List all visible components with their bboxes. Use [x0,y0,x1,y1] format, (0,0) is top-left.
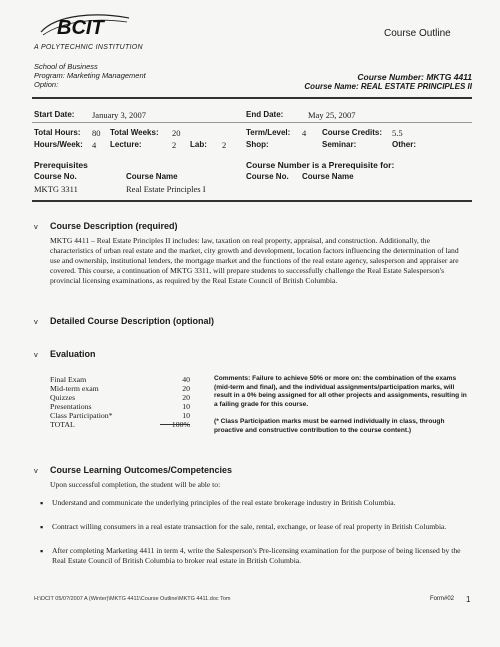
end-date: May 25, 2007 [308,110,356,120]
evaluation-item-label: Final Exam [50,375,87,384]
start-date: January 3, 2007 [92,110,147,120]
term: 4 [302,128,307,138]
footer-path: H:\DCIT 05/0?/2007 A (Winter)\MKTG 4411\Course Outline\MKTG 4411.doc Tom [34,596,231,602]
evaluation-item-value: 20 [182,393,190,402]
evaluation-title: Evaluation [50,349,96,359]
outcome-text: Understand and communicate the underlying principles of the real estate brokerage industry in British Columbia. [52,498,396,507]
header-divider [32,97,472,99]
section-marker: v [34,350,38,359]
option: Option: [34,80,59,89]
evaluation-item-value: 100% [171,420,190,429]
term-label: Term/Level: [246,128,291,137]
hours-week: 4 [92,140,97,150]
footer-form: Form#02 [430,596,455,602]
outcome-text: Contract willing consumers in a real estate transaction for the sale, rental, exchange, or lease of real property in British Columbia. [52,522,447,531]
doc-type: Course Outline [384,28,451,39]
evaluation-item-label: TOTAL [50,420,75,429]
total-underline [160,424,190,425]
evaluation-item-value: 10 [182,402,190,411]
lecture: 2 [172,140,177,150]
section-marker: v [34,317,38,326]
bullet-icon: ▪ [40,522,44,532]
evaluation-comments: Comments: Failure to achieve 50% or more on: the combination of the exams (mid-term and final), and the individual assignments/participation marks, will result in a 0% being assigned for all other projects and assignments, resulting in a failing grade for this course. [214,375,467,408]
hours-week-label: Hours/Week: [34,140,83,149]
prereq-divider [32,200,472,202]
svg-text:BCIT: BCIT [57,17,104,39]
total-hours-label: Total Hours: [34,128,81,137]
description-text: MKTG 4411 – Real Estate Principles II includes: law, taxation on real property, appraisal, and construction. Additionally, the characteristics of urban real estate and the market, city growth and development, location factors influencing the determination of land use and ownership, institutional lenders, the mortgage market and the functions of the real estate agency, salesperson and appraiser are covered. This course, a continuation of MKTG 3311, will prepare students to successfully challenge the Real Estate Salesperson's provincial licensing examinations, as required by the Real Estate Council of British Columbia. [50,236,459,285]
seminar-label: Seminar: [322,140,357,149]
credits: 5.5 [392,128,403,138]
section-marker: v [34,222,38,231]
outcomes-intro: Upon successful completion, the student will be able to: [50,480,221,489]
prereq-course-no: MKTG 3311 [34,184,78,194]
other-label: Other: [392,140,416,149]
section-marker: v [34,466,38,475]
bcit-logo [37,10,135,40]
tagline: A POLYTECHNIC INSTITUTION [34,44,143,51]
description-title: Course Description (required) [50,221,178,231]
info-divider [32,122,472,123]
detailed-title: Detailed Course Description (optional) [50,316,215,326]
program: Program: Marketing Management [34,71,146,80]
prereq-col-name: Course Name [126,172,178,181]
page-number: 1 [466,595,471,604]
bullet-icon: ▪ [40,498,44,508]
bullet-icon: ▪ [40,546,44,556]
evaluation-item-label: Quizzes [50,393,76,402]
outcome-text: After completing Marketing 4411 in term 4, write the Salesperson's Pre-licensing examination for the purpose of being licensed by the Real Estate Council of British Columbia to broker real estate in British Columbia. [52,546,461,565]
lab: 2 [222,140,227,150]
evaluation-item-label: Class Participation* [50,411,113,420]
prereq-course-name: Real Estate Principles I [126,184,206,194]
outcomes-title: Course Learning Outcomes/Competencies [50,465,233,475]
lab-label: Lab: [190,140,207,149]
course-number: Course Number: MKTG 4411 [357,72,472,82]
evaluation-item-label: Presentations [50,402,92,411]
evaluation-item-value: 40 [182,375,190,384]
prereq-for-title: Course Number is a Prerequisite for: [246,160,395,170]
evaluation-item-label: Mid-term exam [50,384,99,393]
total-hours: 80 [92,128,101,138]
shop-label: Shop: [246,140,269,149]
course-name: Course Name: REAL ESTATE PRINCIPLES II [304,82,472,91]
prereq-col-no: Course No. [34,172,77,181]
lecture-label: Lecture: [110,140,142,149]
end-date-label: End Date: [246,110,284,119]
start-date-label: Start Date: [34,110,75,119]
evaluation-note: (* Class Participation marks must be earned individually in class, through proactive and constructive contribution to the course content.) [214,418,445,434]
total-weeks: 20 [172,128,181,138]
evaluation-item-value: 20 [182,384,190,393]
credits-label: Course Credits: [322,128,383,137]
total-weeks-label: Total Weeks: [110,128,159,137]
school: School of Business [34,62,98,71]
evaluation-item-value: 10 [182,411,190,420]
prereq-for-col-no: Course No. [246,172,289,181]
prereq-title: Prerequisites [34,160,88,170]
prereq-for-col-name: Course Name [302,172,354,181]
